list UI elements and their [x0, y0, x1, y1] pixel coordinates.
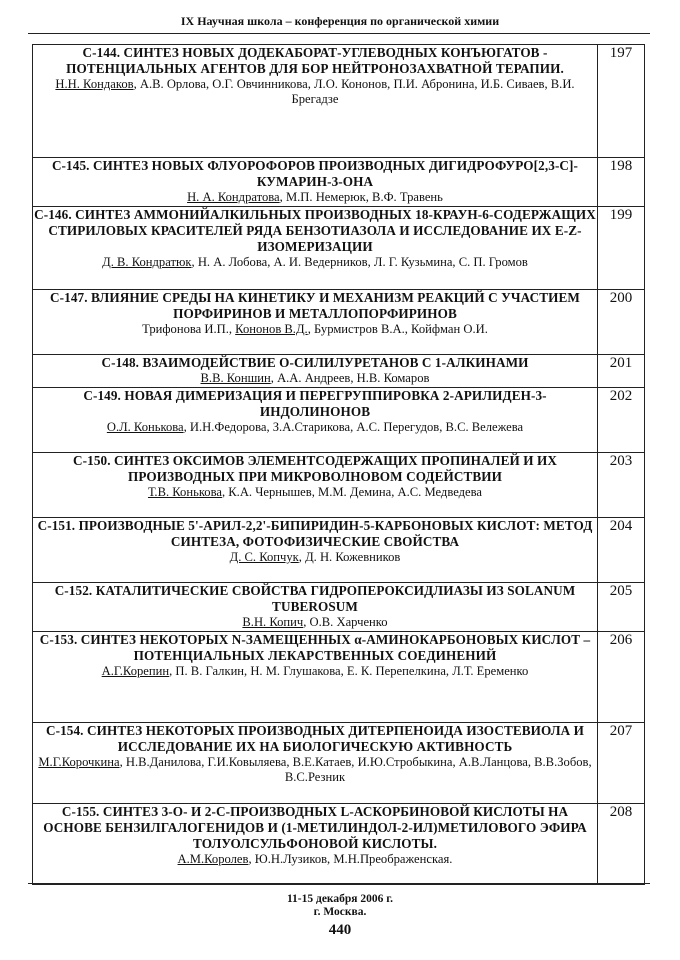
entry-title: С-147. ВЛИЯНИЕ СРЕДЫ НА КИНЕТИКУ И МЕХАНИЗМ РЕАКЦИЙ С УЧАСТИЕМ ПОРФИРИНОВ И МЕТАЛЛОПОРФИРИНОВ — [50, 290, 580, 321]
table-row — [33, 518, 645, 583]
entry-authors: В.Н. Копич, О.В. Харченко — [242, 615, 388, 629]
entry-authors: Трифонова И.П., Кононов В.Д., Бурмистров В.А., Койфман О.И. — [142, 322, 488, 336]
entry-title: С-146. СИНТЕЗ АММОНИЙАЛКИЛЬНЫХ ПРОИЗВОДНЫХ 18-КРАУН-6-СОДЕРЖАЩИХ СТИРИЛОВЫХ КРАСИТЕЛЕЙ РЯДА БЕНЗОТИАЗОЛА И ИССЛЕДОВАНИЕ ИХ E-Z-ИЗОМЕРИЗАЦИИ — [34, 207, 596, 254]
contents-table — [32, 44, 645, 885]
table-row — [33, 804, 645, 885]
table-row — [33, 158, 645, 207]
conference-city: г. Москва. — [313, 906, 367, 918]
entry-authors: А.Г.Корепин, П. В. Галкин, Н. М. Глушакова, Е. К. Перепелкина, Л.Т. Еременко — [101, 664, 529, 678]
table-row — [33, 45, 645, 158]
entry-authors: Т.В. Конькова, К.А. Чернышев, М.М. Демина, А.С. Медведева — [147, 485, 482, 499]
table-row — [33, 355, 645, 388]
header-divider — [28, 33, 650, 34]
conference-dates: 11-15 декабря 2006 г. — [286, 893, 394, 905]
entry-authors: А.М.Королев, Ю.Н.Лузиков, М.Н.Преображенская. — [177, 852, 453, 866]
entry-authors: Д. С. Копчук, Д. Н. Кожевников — [229, 550, 401, 564]
table-row — [33, 583, 645, 632]
page-number: 202 — [598, 388, 645, 453]
table-row — [33, 453, 645, 518]
entry-title: С-154. СИНТЕЗ НЕКОТОРЫХ ПРОИЗВОДНЫХ ДИТЕРПЕНОИДА ИЗОСТЕВИОЛА И ИССЛЕДОВАНИЕ ИХ НА БИОЛОГИЧЕСКУЮ АКТИВНОСТЬ — [45, 723, 585, 754]
footer-divider — [28, 883, 650, 884]
page-number: 208 — [598, 804, 645, 885]
entry-title: С-153. СИНТЕЗ НЕКОТОРЫХ N-ЗАМЕЩЕННЫХ α-АМИНОКАРБОНОВЫХ КИСЛОТ – ПОТЕНЦИАЛЬНЫХ ЛЕКАРСТВЕННЫХ СОЕДИНЕНИЙ — [39, 632, 591, 663]
entry-title: С-148. ВЗАИМОДЕЙСТВИЕ О-СИЛИЛУРЕТАНОВ С 1-АЛКИНАМИ — [101, 355, 529, 370]
page-number: 200 — [598, 290, 645, 355]
entry-authors: Н.Н. Кондаков, А.В. Орлова, О.Г. Овчинникова, Л.О. Кононов, П.И. Абронина, И.Б. Сиваев, В.И. Брегадзе — [55, 77, 575, 106]
entry-title: С-150. СИНТЕЗ ОКСИМОВ ЭЛЕМЕНТСОДЕРЖАЩИХ ПРОПИНАЛЕЙ И ИХ ПРОИЗВОДНЫХ ПРИ МИКРОВОЛНОВОМ СОДЕЙСТВИИ — [73, 453, 557, 484]
page-number: 204 — [598, 518, 645, 583]
entry-title: С-151. ПРОИЗВОДНЫЕ 5'-АРИЛ-2,2'-БИПИРИДИН-5-КАРБОНОВЫХ КИСЛОТ: МЕТОД СИНТЕЗА, ФОТОФИЗИЧЕСКИЕ СВОЙСТВА — [37, 518, 593, 549]
page-number: 206 — [598, 632, 645, 723]
entry-title: С-152. КАТАЛИТИЧЕСКИЕ СВОЙСТВА ГИДРОПЕРОКСИДЛИАЗЫ ИЗ SOLANUM TUBEROSUM — [54, 583, 576, 614]
entry-authors: В.В. Коншин, А.А. Андреев, Н.В. Комаров — [200, 371, 430, 385]
page-number: 201 — [598, 355, 645, 388]
entry-title: С-149. НОВАЯ ДИМЕРИЗАЦИЯ И ПЕРЕГРУППИРОВКА 2-АРИЛИДЕН-3-ИНДОЛИНОНОВ — [83, 388, 547, 419]
page-number: 205 — [598, 583, 645, 632]
entry-title: С-155. СИНТЕЗ 3-О- И 2-С-ПРОИЗВОДНЫХ L-АСКОРБИНОВОЙ КИСЛОТЫ НА ОСНОВЕ БЕНЗИЛГАЛОГЕНИДОВ И (1-МЕТИЛИНДОЛ-2-ИЛ)МЕТИЛОВОГО ЭФИРА ТОЛУОЛСУЛЬФОНОВОЙ КИСЛОТЫ. — [43, 804, 587, 851]
entry-authors: М.Г.Корочкина, Н.В.Данилова, Г.И.Ковыляева, В.Е.Катаев, И.Ю.Стробыкина, А.В.Ланцова, В.В.Зобов, В.С.Резник — [38, 755, 592, 784]
table-row — [33, 632, 645, 723]
page-number-footer: 440 — [328, 922, 352, 938]
table-row — [33, 723, 645, 804]
page-number: 198 — [598, 158, 645, 207]
table-row — [33, 290, 645, 355]
entry-authors: О.Л. Конькова, И.Н.Федорова, З.А.Старикова, А.С. Перегудов, В.С. Вележева — [106, 420, 524, 434]
page-number: 207 — [598, 723, 645, 804]
table-row — [33, 388, 645, 453]
entry-title: С-145. СИНТЕЗ НОВЫХ ФЛУОРОФОРОВ ПРОИЗВОДНЫХ ДИГИДРОФУРО[2,3-C]-КУМАРИН-3-ОНА — [51, 158, 579, 189]
entry-title: С-144. СИНТЕЗ НОВЫХ ДОДЕКАБОРАТ-УГЛЕВОДНЫХ КОНЪЮГАТОВ - ПОТЕНЦИАЛЬНЫХ АГЕНТОВ ДЛЯ БОР НЕЙТРОНОЗАХВАТНОЙ ТЕРАПИИ. — [66, 45, 564, 76]
page-header: IX Научная школа – конференция по органической химии — [180, 14, 500, 28]
table-row — [33, 207, 645, 290]
entry-authors: Н. А. Кондратова, М.П. Немерюк, В.Ф. Травень — [187, 190, 443, 204]
page-number: 197 — [598, 45, 645, 158]
page-number: 199 — [598, 207, 645, 290]
page-number: 203 — [598, 453, 645, 518]
entry-authors: Д. В. Кондратюк, Н. А. Лобова, А. И. Ведерников, Л. Г. Кузьмина, С. П. Громов — [102, 255, 528, 269]
